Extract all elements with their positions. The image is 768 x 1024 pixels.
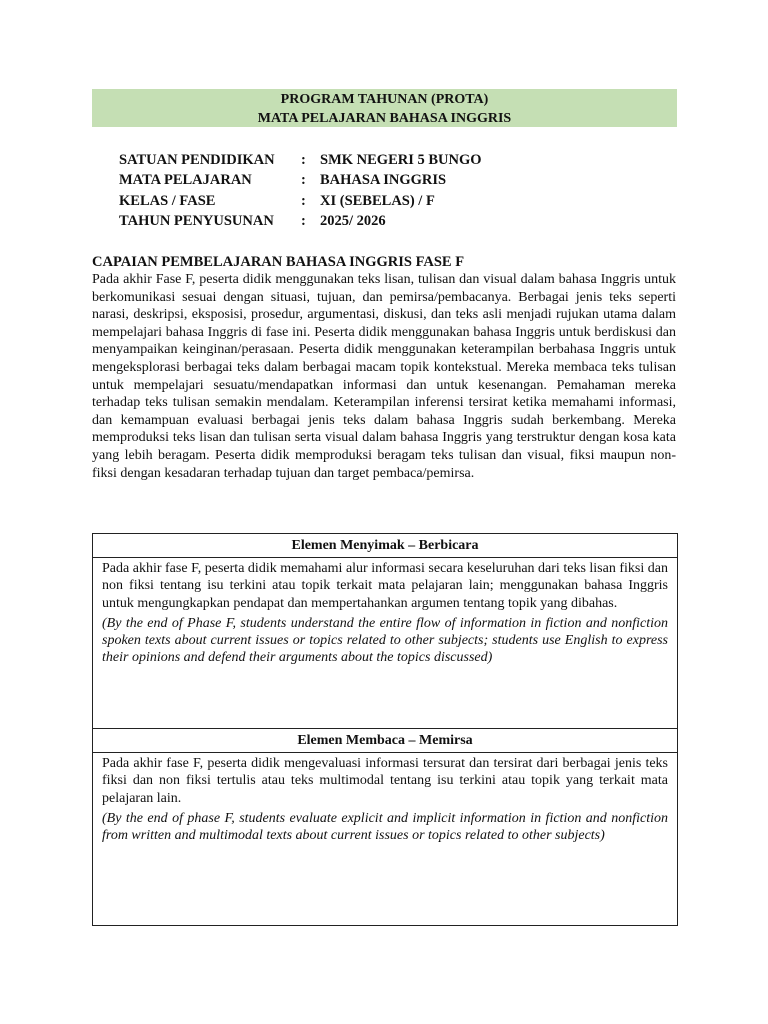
title-line-2: MATA PELAJARAN BAHASA INGGRIS xyxy=(257,111,512,126)
element-title: Elemen Menyimak – Berbicara xyxy=(93,534,678,558)
element-content-cell xyxy=(93,558,678,729)
element-header-row xyxy=(93,729,678,753)
identity-label: SATUAN PENDIDIKAN xyxy=(119,152,275,168)
element-description-en: (By the end of Phase F, students understand the entire flow of information in fiction and nonfiction spoken texts about current issues or topics related to other subjects; students use English to express their opinions and defend their arguments about the topics discussed) xyxy=(102,615,668,666)
identity-row-tahun xyxy=(119,211,482,231)
title-line-1: PROGRAM TAHUNAN (PROTA) xyxy=(280,92,489,107)
identity-label: TAHUN PENYUSUNAN xyxy=(119,212,274,229)
element-content-row xyxy=(93,558,678,729)
identity-value: 2025/ 2026 xyxy=(320,212,386,229)
identity-block xyxy=(119,150,482,231)
element-description-id: Pada akhir fase F, peserta didik mengevaluasi informasi tersurat dan tersirat dari berbagai jenis teks fiksi dan non fiksi tertulis atau teks multimodal tentang isu terkini atau topik yang terkait mata pelajaran lain. xyxy=(102,756,668,806)
identity-value: XI (SEBELAS) / F xyxy=(320,192,435,209)
identity-value: SMK NEGERI 5 BUNGO xyxy=(320,152,482,168)
element-content-row xyxy=(93,753,678,926)
identity-label: MATA PELAJARAN xyxy=(119,172,252,189)
identity-label: KELAS / FASE xyxy=(119,192,216,209)
element-description-en: (By the end of phase F, students evaluate explicit and implicit information in fiction and nonfiction from written and multimodal texts about current issues or topics related to other subjects) xyxy=(102,810,668,844)
identity-colon: : xyxy=(301,172,306,189)
identity-row-kelas xyxy=(119,191,482,211)
element-description-id: Pada akhir fase F, peserta didik memahami alur informasi secara keseluruhan dari teks lisan fiksi dan non fiksi tentang isu terkini atau topik terkait mata pelajaran lain; menggunakan bahasa Inggris untuk mengungkapkan pendapat dan mempertahankan argumen tentang topik yang dibahas. xyxy=(102,561,668,611)
element-title: Elemen Membaca – Memirsa xyxy=(93,729,678,753)
element-header-row xyxy=(93,534,678,558)
identity-colon: : xyxy=(301,152,306,168)
elements-table xyxy=(92,533,678,926)
identity-colon: : xyxy=(301,192,306,209)
capaian-heading: CAPAIAN PEMBELAJARAN BAHASA INGGRIS FASE F xyxy=(92,254,465,270)
identity-row-satuan xyxy=(119,150,482,170)
identity-colon: : xyxy=(301,212,306,229)
identity-row-mapel xyxy=(119,170,482,190)
identity-value: BAHASA INGGRIS xyxy=(320,172,447,189)
title-band xyxy=(92,89,677,127)
capaian-paragraph: Pada akhir Fase F, peserta didik menggunakan teks lisan, tulisan dan visual dalam bahasa Inggris untuk berkomunikasi sesuai dengan situasi, tujuan, dan pemirsa/pembacanya. Berbagai jenis teks seperti narasi, deskripsi, eksposisi, prosedur, argumentasi, diskusi, dan teks asli menjadi rujukan utama dalam mempelajari bahasa Inggris di fase ini. Peserta didik menggunakan bahasa Inggris untuk berdiskusi dan menyampaikan keinginan/perasaan. Peserta didik menggunakan keterampilan berbahasa Inggris untuk mengeksplorasi berbagai teks dalam berbagai macam topik kontekstual. Mereka membaca teks tulisan untuk mempelajari sesuatu/mendapatkan informasi dan untuk kesenangan. Pemahaman mereka terhadap teks tulisan semakin mendalam. Keterampilan inferensi tersirat ketika memahami informasi, dan kemampuan evaluasi berbagai jenis teks dalam bahasa Inggris sudah berkembang. Mereka memproduksi teks lisan dan tulisan serta visual dalam bahasa Inggris yang terstruktur dengan kosa kata yang lebih beragam. Peserta didik memproduksi beragam teks tulisan dan visual, fiksi maupun non-fiksi dengan kesadaran terhadap tujuan dan target pembaca/pemirsa. xyxy=(92,272,676,481)
element-content-cell xyxy=(93,753,678,926)
